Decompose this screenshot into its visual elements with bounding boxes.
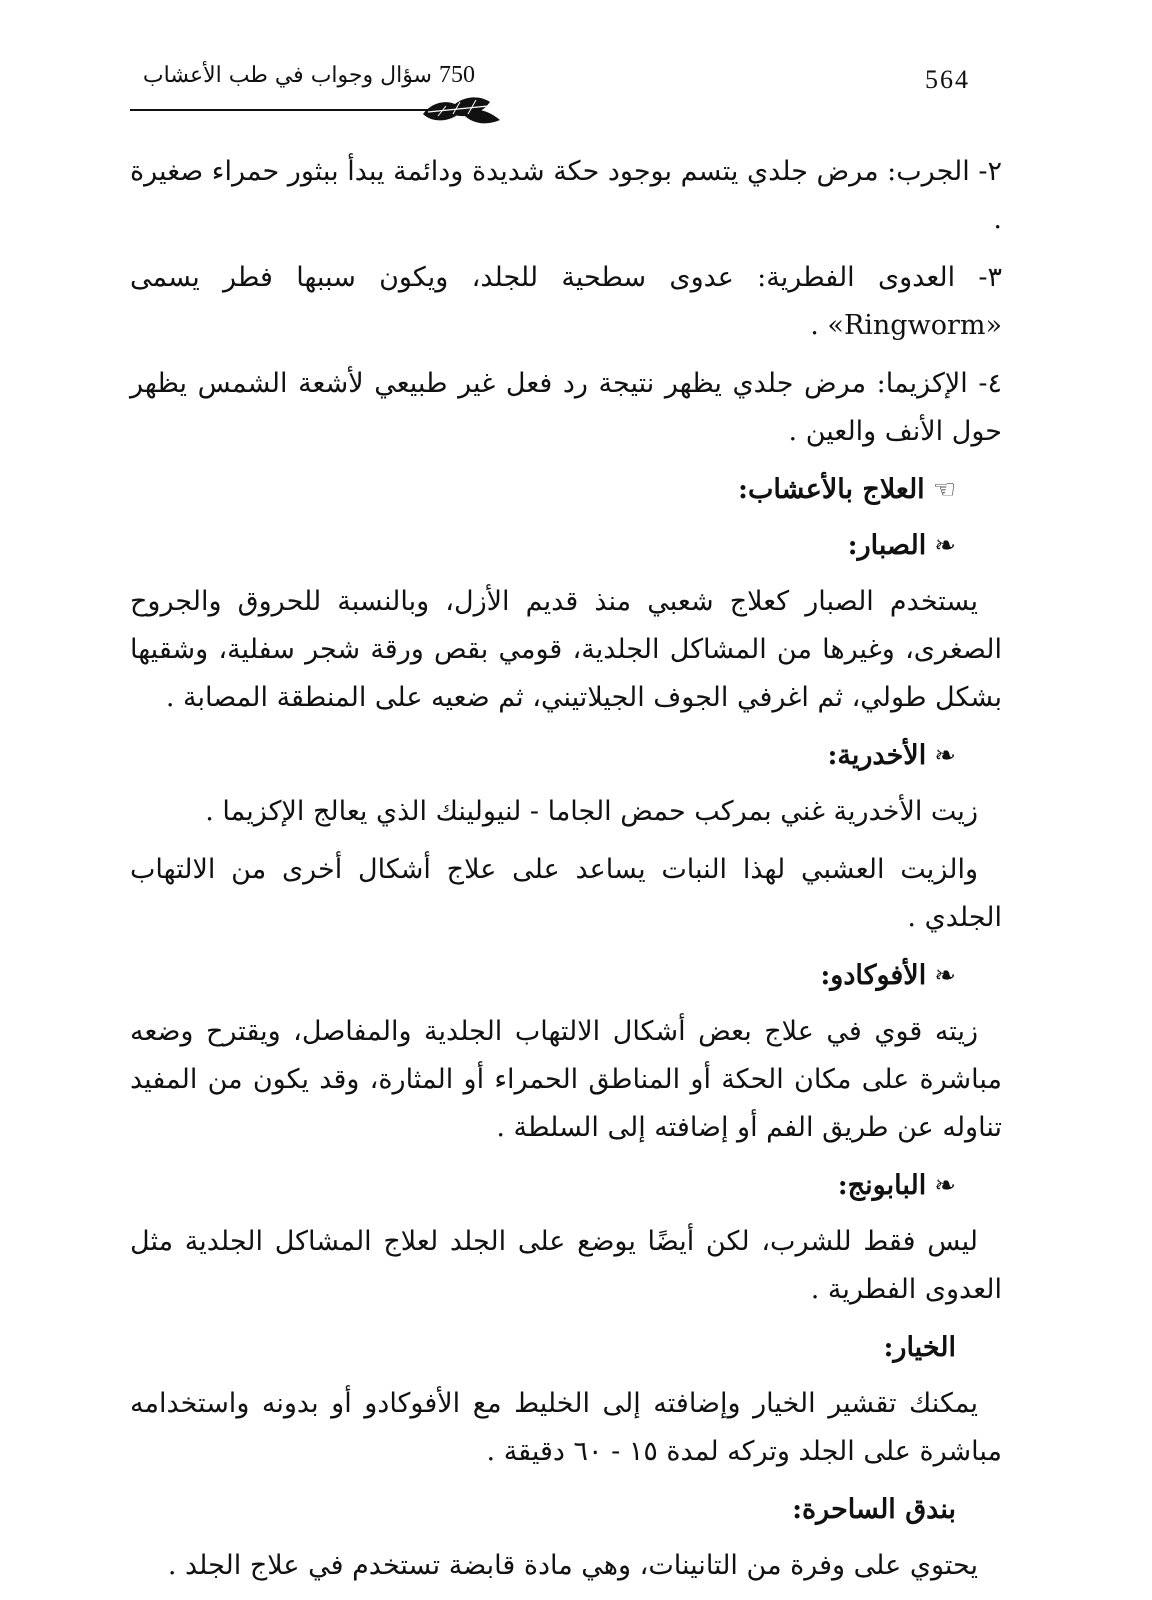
section-heading (130, 522, 1002, 570)
body-paragraph: زيته قوي في علاج بعض أشكال الالتهاب الجلدية والمفاصل، ويقترح وضعه مباشرة على مكان الحكة أو المناطق الحمراء أو المثارة، وقد يكون من المفيد تناوله عن طريق الفم أو إضافته إلى السلطة . (130, 1016, 1002, 1143)
ornament-bullet-icon: ❧ (934, 741, 956, 771)
ornament-bullet-icon: ❧ (934, 961, 956, 991)
body-paragraph: والزيت العشبي لهذا النبات يساعد على علاج أشكال أخرى من الالتهاب الجلدي . (130, 854, 1002, 933)
hand-pointer-icon: ☜ (932, 475, 956, 505)
page-body (130, 148, 1002, 1600)
running-header-title: سؤال وجواب في طب الأعشاب (142, 63, 432, 88)
leaf-ornament-icon (408, 92, 503, 134)
running-header-number: 750 (439, 62, 475, 88)
page-number: 564 (925, 65, 970, 94)
header-rule (130, 109, 420, 111)
ornament-bullet-icon: ❧ (934, 531, 956, 561)
section-heading (130, 1162, 1002, 1210)
body-paragraph: يمكنك تقشير الخيار وإضافته إلى الخليط مع الأفوكادو أو بدونه واستخدامه مباشرة على الجلد وتركه لمدة ١٥ - ٦٠ دقيقة . (130, 1388, 1002, 1467)
section-heading-text: الخيار: (883, 1332, 956, 1363)
body-paragraph: زيت الأخدرية غني بمركب حمض الجاما - لنيولينك الذي يعالج الإكزيما . (205, 796, 978, 827)
section-heading (130, 732, 1002, 780)
section-heading (130, 1486, 1002, 1534)
section-heading (130, 466, 1002, 514)
body-paragraph: ٤- الإكزيما: مرض جلدي يظهر نتيجة رد فعل غير طبيعي لأشعة الشمس يظهر حول الأنف والعين . (130, 368, 1002, 447)
body-paragraph: ٢- الجرب: مرض جلدي يتسم بوجود حكة شديدة ودائمة يبدأ ببثور حمراء صغيرة . (130, 156, 1002, 235)
body-paragraph: ليس فقط للشرب، لكن أيضًا يوضع على الجلد لعلاج المشاكل الجلدية مثل العدوى الفطرية . (130, 1226, 1002, 1305)
running-header (142, 62, 475, 89)
ornament-bullet-icon: ❧ (934, 1171, 956, 1201)
section-heading-text: الأفوكادو: (820, 960, 927, 991)
section-heading (130, 952, 1002, 1000)
section-heading-text: العلاج بالأعشاب: (738, 474, 925, 505)
section-heading-text: بندق الساحرة: (792, 1494, 956, 1525)
section-heading-text: البابونج: (837, 1170, 927, 1201)
section-heading-text: الصبار: (847, 530, 927, 561)
body-paragraph: يحتوي على وفرة من التانينات، وهي مادة قابضة تستخدم في علاج الجلد . (167, 1550, 978, 1581)
section-heading-text: الأخدرية: (827, 740, 927, 771)
body-paragraph: ٣- العدوى الفطرية: عدوى سطحية للجلد، ويكون سببها فطر يسمى «Ringworm» . (130, 262, 1002, 341)
body-paragraph: يستخدم الصبار كعلاج شعبي منذ قديم الأزل، وبالنسبة للحروق والجروح الصغرى، وغيرها من المشاكل الجلدية، قومي بقص ورقة شجر سفلية، وشقيها بشكل طولي، ثم اغرفي الجوف الجيلاتيني، ثم ضعيه على المنطقة المصابة . (130, 586, 1002, 713)
section-heading (130, 1324, 1002, 1372)
